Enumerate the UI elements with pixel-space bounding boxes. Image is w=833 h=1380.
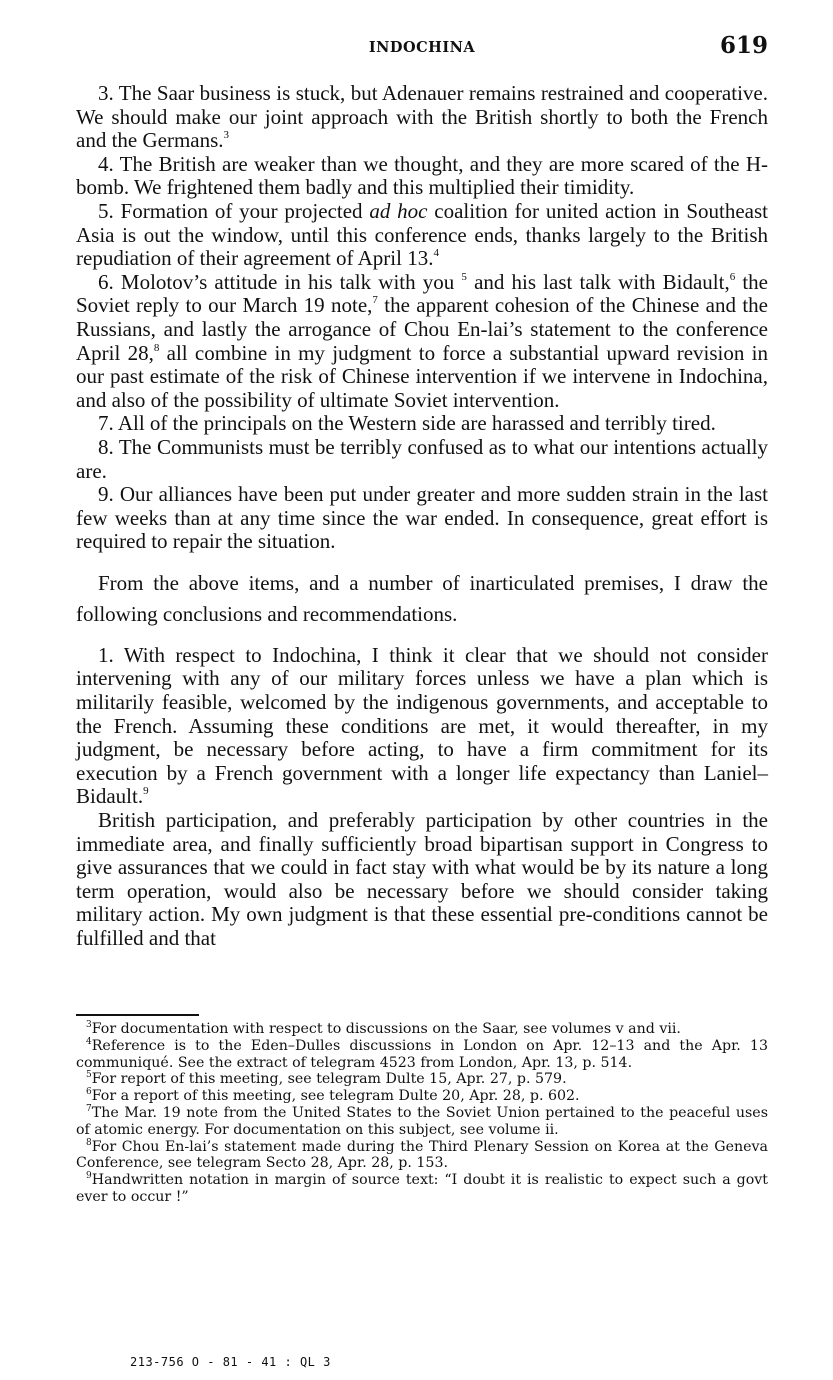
page-number: 619 [719,32,768,59]
footnote-divider [76,1014,199,1016]
footnote-ref: 9 [143,785,149,798]
paragraph-item-7: 7. All of the principals on the Western side are harassed and terribly tired. [98,411,716,436]
paragraph-item-8: 8. The Communists must be terribly confused as to what our intentions actually are. [76,434,768,483]
paragraph-conclusions-intro: From the above items, and a number of inarticulated premises, I draw the following conclusions and recommendations. [76,570,768,626]
footnote-ref: 3 [223,129,230,142]
paragraph-item-4: 4. The British are weaker than we thought, and they are more scared of the H-bomb. We frightened them badly and this multiplied their timidity. [76,151,768,200]
footnote: $^6$For a report of this meeting, see telegram Dulte 20, Apr. 28, p. 602. [86,1087,580,1105]
page-header [76,32,768,62]
paragraph-item-6: 6. Molotov’s attitude in his talk with you $^5$ and his last talk with Bidault,$^6$ the Soviet reply to our March 19 note,$^7$ the apparent cohesion of the Chinese and the Russians, and lastly the arrogance of Chou En-lai’s statement to the conference April 28,$^8$ all combine in my judgment to force a substantial upward revision in our past estimate of the risk of Chinese intervention if we intervene in Indochina, and also of the possibility of ultimate Soviet intervention. [76,269,769,412]
footnote-ref: 7 [372,294,378,307]
running-head: INDOCHINA [368,39,476,56]
footnote-ref: 5 [461,270,467,283]
footnote: $^7$The Mar. 19 note from the United States to the Soviet Union pertained to the peaceful uses of atomic energy. For documentation on this subject, see volume ii. [76,1103,768,1138]
footnote-ref: 8 [153,341,160,354]
paragraph-conclusion-1: 1. With respect to Indochina, I think it clear that we should not consider intervening with any of our military forces unless we have a plan which is militarily feasible, welcomed by the indigenous governments, and acceptable to the French. Assuming these conditions are met, it would thereafter, in my judgment, be necessary before acting, to have a firm commitment for its execution by a French government with a longer life expectancy than Laniel–Bidault.$^9$ [76,642,768,809]
footnote: $^5$For report of this meeting, see telegram Dulte 15, Apr. 27, p. 579. [86,1070,567,1088]
footnotes [76,1021,768,1206]
footnote: $^3$For documentation with respect to discussions on the Saar, see volumes v and vii. [86,1020,681,1037]
body-text [76,82,768,951]
footnote: $^4$Reference is to the Eden–Dulles discussions in London on Apr. 12–13 and the Apr. 13 communiqué. See the extract of telegram 4523 from London, Apr. 13, p. 514. [76,1036,768,1071]
printer-imprint: 213-756 O - 81 - 41 : QL 3 [130,1355,331,1369]
footnote-ref: 4 [433,247,439,260]
paragraph-item-5: 5. Formation of your projected ad hoc coalition for united action in Southeast Asia is out the window, until this conference ends, thanks largely to the British repudiation of their agreement of April 13.$^4$ [76,198,769,271]
footnote-ref: 6 [729,270,736,283]
footnote: $^9$Handwritten notation in margin of source text: “I doubt it is realistic to expect such a govt ever to occur !” [76,1171,768,1205]
paragraph-british-participation: British participation, and preferably participation by other countries in the immediate area, and finally sufficiently broad bipartisan support in Congress to give assurances that we could in fact stay with what would be by its nature a long term operation, would also be necessary before we should consider taking military action. My own judgment is that these essential pre-conditions cannot be fulfilled and that [76,808,768,950]
paragraph-item-9: 9. Our alliances have been put under greater and more sudden strain in the last few weeks than at any time since the war ended. In consequence, great effort is required to repair the situation. [76,482,768,554]
paragraph-item-3: 3. The Saar business is stuck, but Adenauer remains restrained and cooperative. We should make our joint approach with the British shortly to both the French and the Germans.$^3$ [76,81,768,153]
footnote: $^8$For Chou En-lai’s statement made during the Third Plenary Session on Korea at the Geneva Conference, see telegram Secto 28, Apr. 28, p. 153. [76,1137,768,1172]
italic-phrase: ad hoc [369,198,428,223]
